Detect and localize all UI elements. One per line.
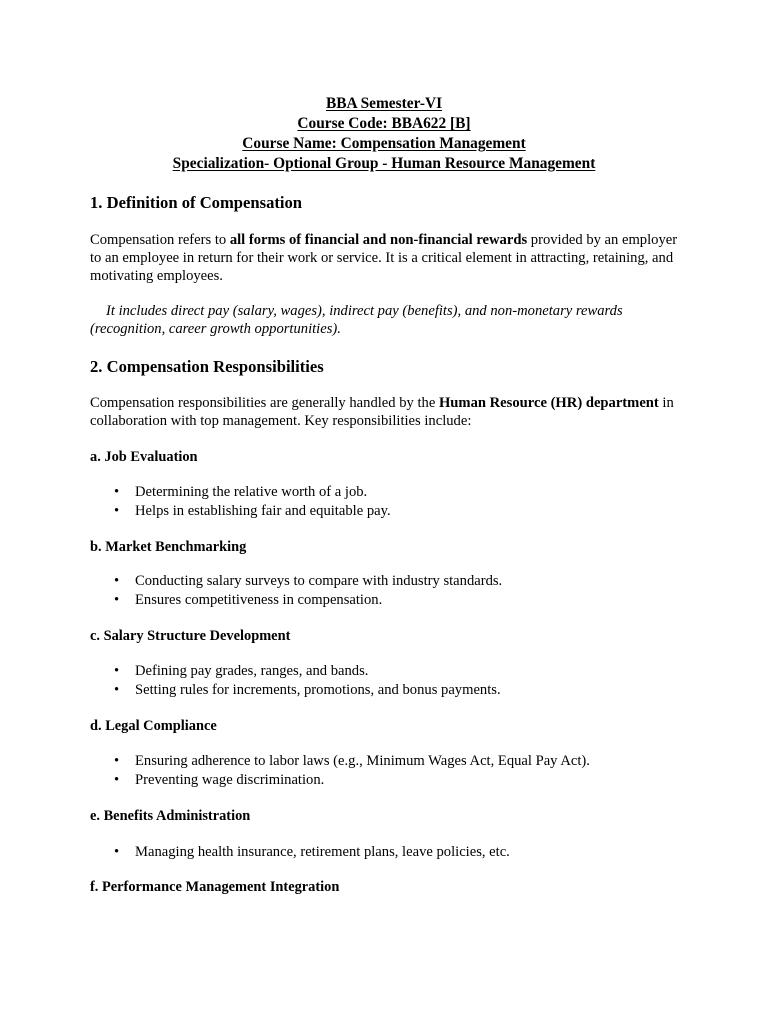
subsection-title-job-evaluation: a. Job Evaluation [90,449,198,465]
list-item [90,502,391,521]
list-item-text: Conducting salary surveys to compare with industry standards. [135,573,503,589]
list-item-text: Setting rules for increments, promotions, and bonus payments. [135,681,501,698]
bullet-icon: • [114,663,120,679]
subsection-title-market-benchmarking: b. Market Benchmarking [90,539,247,555]
definition-paragraph [90,231,690,285]
semester-line: BBA Semester-VI [325,95,443,112]
definition-text-start: Compensation refers to [90,232,230,248]
list-item-text: Defining pay grades, ranges, and bands. [135,663,369,679]
definition-note-line-1: It includes direct pay (salary, wages), indirect pay (benefits), and non-monetary rewards [106,303,623,319]
list-item [90,572,502,591]
responsibilities-emphasis: Human Resource (HR) department [438,395,659,411]
list-item [90,681,501,700]
market-benchmarking-list [90,572,502,609]
responsibilities-text-end: in collaboration with top management. Key responsibilities include: [90,395,674,429]
bullet-icon: • [114,771,120,788]
bullet-icon: • [114,753,120,769]
bullet-icon: • [114,573,120,589]
definition-text-end: provided by an employer to an employee in return for their work or service. It is a critical element in attracting, retaining, and motivating employees. [90,232,678,284]
list-item-text: Managing health insurance, retirement plans, leave policies, etc. [135,844,510,860]
section-heading-responsibilities: 2. Compensation Responsibilities [90,357,324,376]
subsection-title-salary-structure: c. Salary Structure Development [90,628,291,644]
subsection-title-benefits-administration: e. Benefits Administration [90,808,251,824]
course-name-line: Course Name: Compensation Management [242,135,526,152]
list-item [90,843,510,862]
bullet-icon: • [114,681,120,698]
course-code-line: Course Code: BBA622 [B] [297,115,471,132]
list-item [90,591,502,610]
list-item-text: Ensuring adherence to labor laws (e.g., Minimum Wages Act, Equal Pay Act). [135,753,590,769]
job-evaluation-list [90,483,391,520]
list-item [90,662,501,681]
list-item-text: Helps in establishing fair and equitable pay. [135,502,391,519]
definition-note [90,302,690,338]
specialization-line: Specialization- Optional Group - Human Resource Management [172,155,596,172]
bullet-icon: • [114,502,120,519]
list-item-text: Preventing wage discrimination. [135,771,325,788]
subsection-title-legal-compliance: d. Legal Compliance [90,718,217,734]
list-item-text: Determining the relative worth of a job. [135,484,368,500]
section-heading-definition: 1. Definition of Compensation [90,193,303,212]
legal-compliance-list [90,752,590,789]
subsection-title-performance-management: f. Performance Management Integration [90,879,340,895]
bullet-icon: • [114,484,120,500]
course-header [0,94,768,174]
list-item-text: Ensures competitiveness in compensation. [135,591,383,608]
list-item [90,483,391,502]
responsibilities-text-start: Compensation responsibilities are generally handled by the [90,395,439,411]
responsibilities-paragraph [90,394,690,430]
list-item [90,771,590,790]
salary-structure-list [90,662,501,699]
bullet-icon: • [114,844,120,860]
benefits-administration-list [90,843,510,862]
list-item [90,752,590,771]
bullet-icon: • [114,591,120,608]
definition-emphasis: all forms of financial and non-financial rewards [229,232,528,248]
definition-note-line-2: (recognition, career growth opportunities). [90,321,341,337]
